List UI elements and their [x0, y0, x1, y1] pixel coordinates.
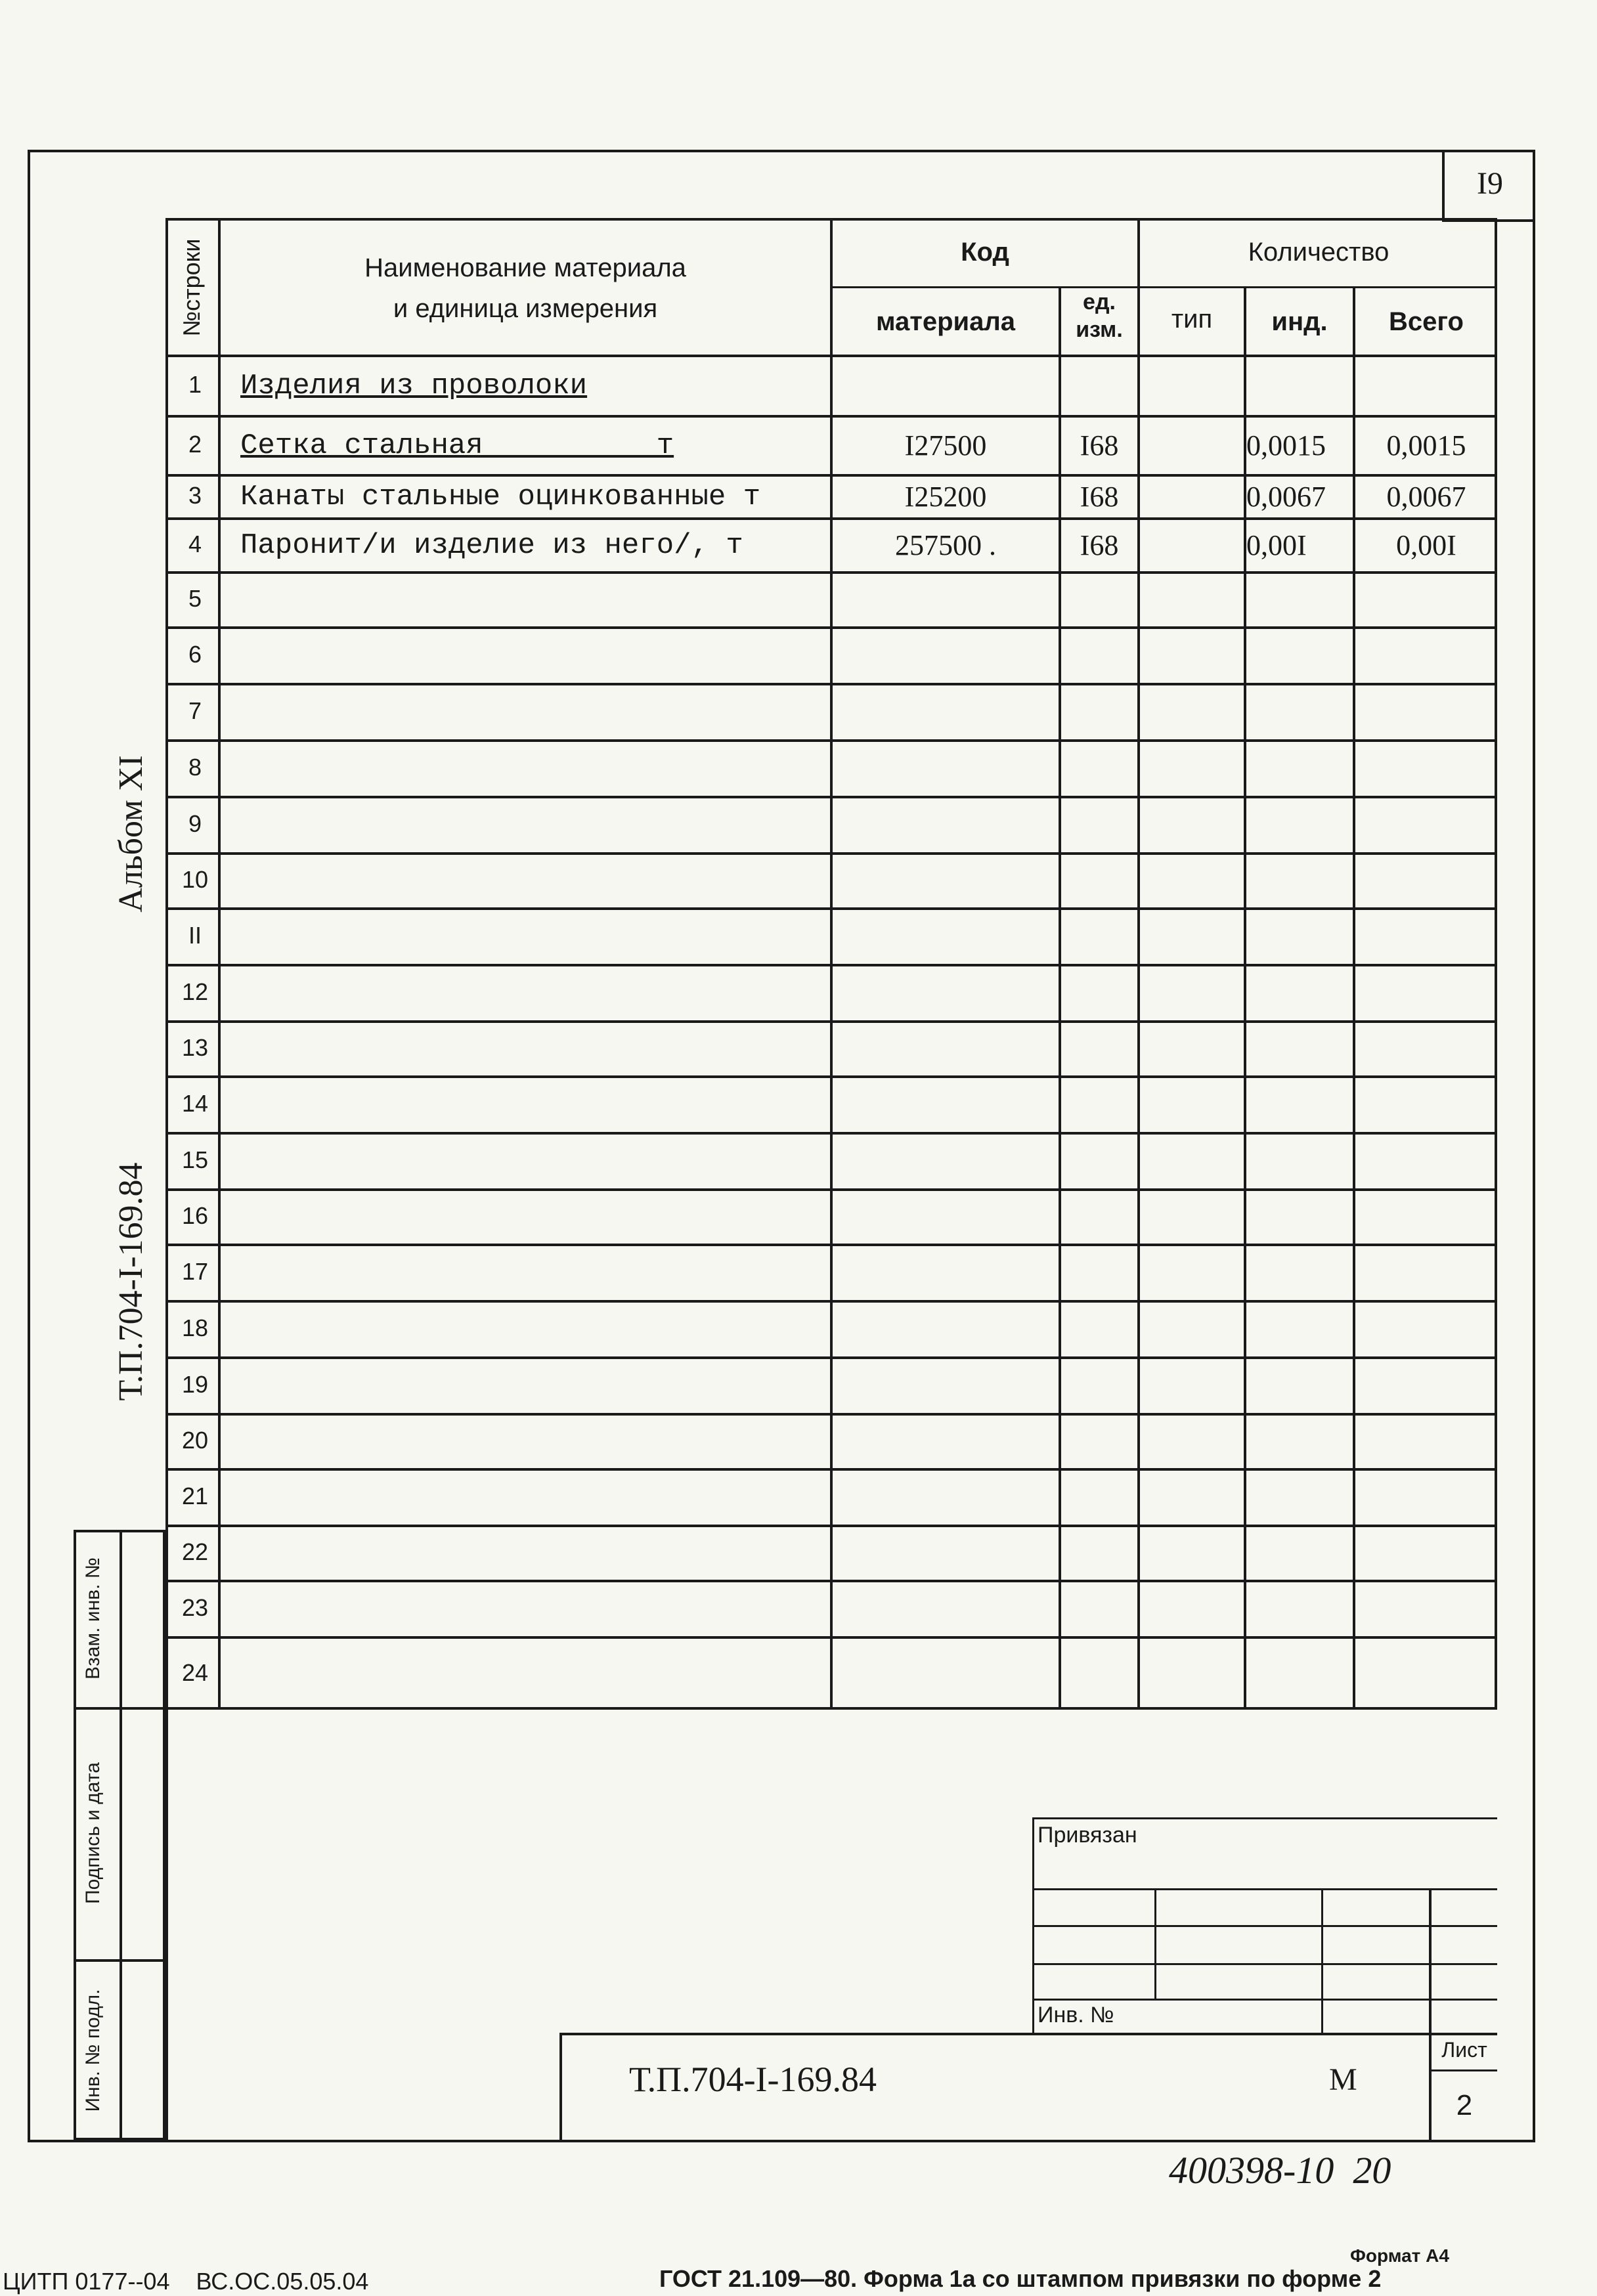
header-name-line1: Наименование материала [364, 253, 686, 282]
stamp-line-d [1032, 1999, 1497, 2001]
header-quantity-group: Количество [1248, 238, 1389, 267]
stamp-inv-no: Инв. № [1038, 2003, 1114, 2027]
row-unit: I68 [1080, 429, 1119, 462]
side-podpis-data: Подпись и дата [82, 1762, 104, 1904]
row-number: 8 [188, 754, 202, 781]
header-qty-ind: инд. [1271, 307, 1328, 336]
row-separator [165, 571, 1497, 574]
row-separator [165, 1468, 1497, 1471]
row-total: 0,0067 [1386, 481, 1466, 513]
row-number: 21 [181, 1483, 209, 1509]
row-number: 12 [181, 978, 209, 1005]
row-separator [165, 964, 1497, 966]
header-bottom-line [165, 355, 1497, 357]
row-number: 2 [188, 431, 202, 458]
header-split-line [830, 286, 1497, 288]
row-separator [165, 1020, 1497, 1023]
row-material: I27500 [904, 429, 987, 462]
row-separator [165, 1300, 1497, 1303]
row-name: Изделия из проволоки [240, 370, 588, 402]
row-number: 4 [188, 531, 202, 557]
row-number: 18 [181, 1314, 209, 1341]
row-number: 3 [188, 482, 202, 509]
row-number: 15 [181, 1146, 209, 1173]
row-number: 13 [181, 1034, 209, 1061]
footer-gost: ГОСТ 21.109—80. Форма 1а со штампом привязки по форме 2 [659, 2265, 1382, 2292]
row-separator [165, 474, 1497, 477]
stamp-col-1 [1154, 1888, 1156, 1999]
header-code-unit-line2: изм. [1076, 317, 1123, 342]
header-code-group: Код [961, 238, 1009, 267]
row-separator [165, 1356, 1497, 1359]
row-number: 10 [181, 866, 209, 893]
side-project-code: Т.П.704-I-169.84 [112, 1162, 150, 1401]
row-material: I25200 [904, 481, 987, 513]
stamp-line-b [1032, 1925, 1497, 1927]
row-separator [165, 415, 1497, 418]
row-separator [165, 1132, 1497, 1135]
row-separator [165, 739, 1497, 742]
row-number: 1 [188, 371, 202, 398]
format-label: Формат А4 [1350, 2245, 1449, 2266]
title-list-number: 2 [1456, 2089, 1473, 2121]
row-name: Сетка стальная т [240, 429, 674, 462]
row-ind: 0,00I [1246, 529, 1307, 561]
row-name: Канаты стальные оцинкованные т [240, 481, 761, 513]
stamp-col-2 [1321, 1888, 1323, 2034]
row-separator [165, 626, 1497, 629]
row-separator [165, 1580, 1497, 1582]
row-separator [165, 852, 1497, 855]
row-material: 257500 . [895, 529, 996, 561]
row-separator [165, 1413, 1497, 1416]
row-total: 0,0015 [1386, 429, 1466, 462]
row-number: 16 [181, 1202, 209, 1229]
row-ind: 0,0067 [1246, 481, 1326, 513]
side-stamp-divider [120, 1530, 122, 2140]
row-number: 9 [188, 810, 202, 837]
header-code-unit-line1: ед. [1083, 290, 1116, 314]
row-separator [165, 1525, 1497, 1527]
footer-left: ЦИТП 0177--04 ВС.ОС.05.05.04 [3, 2268, 369, 2295]
row-number: 6 [188, 641, 202, 668]
handwritten-number: 400398-10 20 [1169, 2149, 1391, 2192]
album-label: Альбом XI [112, 755, 150, 913]
row-separator [165, 683, 1497, 685]
row-total: 0,00I [1396, 529, 1456, 561]
title-stage: М [1329, 2062, 1357, 2097]
title-doc-code: Т.П.704-I-169.84 [629, 2060, 877, 2099]
side-vzam-inv: Взам. инв. № [82, 1557, 104, 1679]
stamp-line-a [1032, 1888, 1497, 1890]
row-number: 24 [181, 1659, 209, 1686]
row-separator [165, 907, 1497, 910]
row-separator [165, 1244, 1497, 1246]
row-separator [165, 517, 1497, 520]
row-number: 14 [181, 1090, 209, 1117]
side-inv-podl: Инв. № подл. [82, 1989, 104, 2112]
row-unit: I68 [1080, 481, 1119, 513]
page-number: I9 [1477, 166, 1503, 201]
row-separator [165, 1188, 1497, 1191]
row-number: 19 [181, 1371, 209, 1398]
privyazan-label: Привязан [1038, 1823, 1137, 1848]
row-name: Паронит/и изделие из него/, т [240, 529, 743, 562]
row-number: 7 [188, 697, 202, 724]
header-qty-total: Всего [1389, 307, 1464, 336]
title-list-line [1429, 2069, 1497, 2071]
header-qty-type: тип [1171, 305, 1213, 334]
row-unit: I68 [1080, 529, 1119, 561]
header-name-line2: и единица измерения [393, 294, 658, 323]
row-number: 17 [181, 1258, 209, 1285]
row-separator [165, 1075, 1497, 1078]
title-list-label: Лист [1441, 2038, 1487, 2062]
row-separator [165, 1636, 1497, 1639]
row-number: 23 [181, 1594, 209, 1621]
stamp-line-c [1032, 1963, 1497, 1965]
row-separator [165, 796, 1497, 798]
row-number: 5 [188, 585, 202, 612]
header-code-material: материала [875, 307, 1016, 336]
row-ind: 0,0015 [1246, 429, 1326, 462]
row-number: 20 [181, 1427, 209, 1454]
header-row-number: №строки [178, 238, 205, 337]
row-number: 22 [181, 1538, 209, 1565]
row-number: II [188, 922, 202, 949]
